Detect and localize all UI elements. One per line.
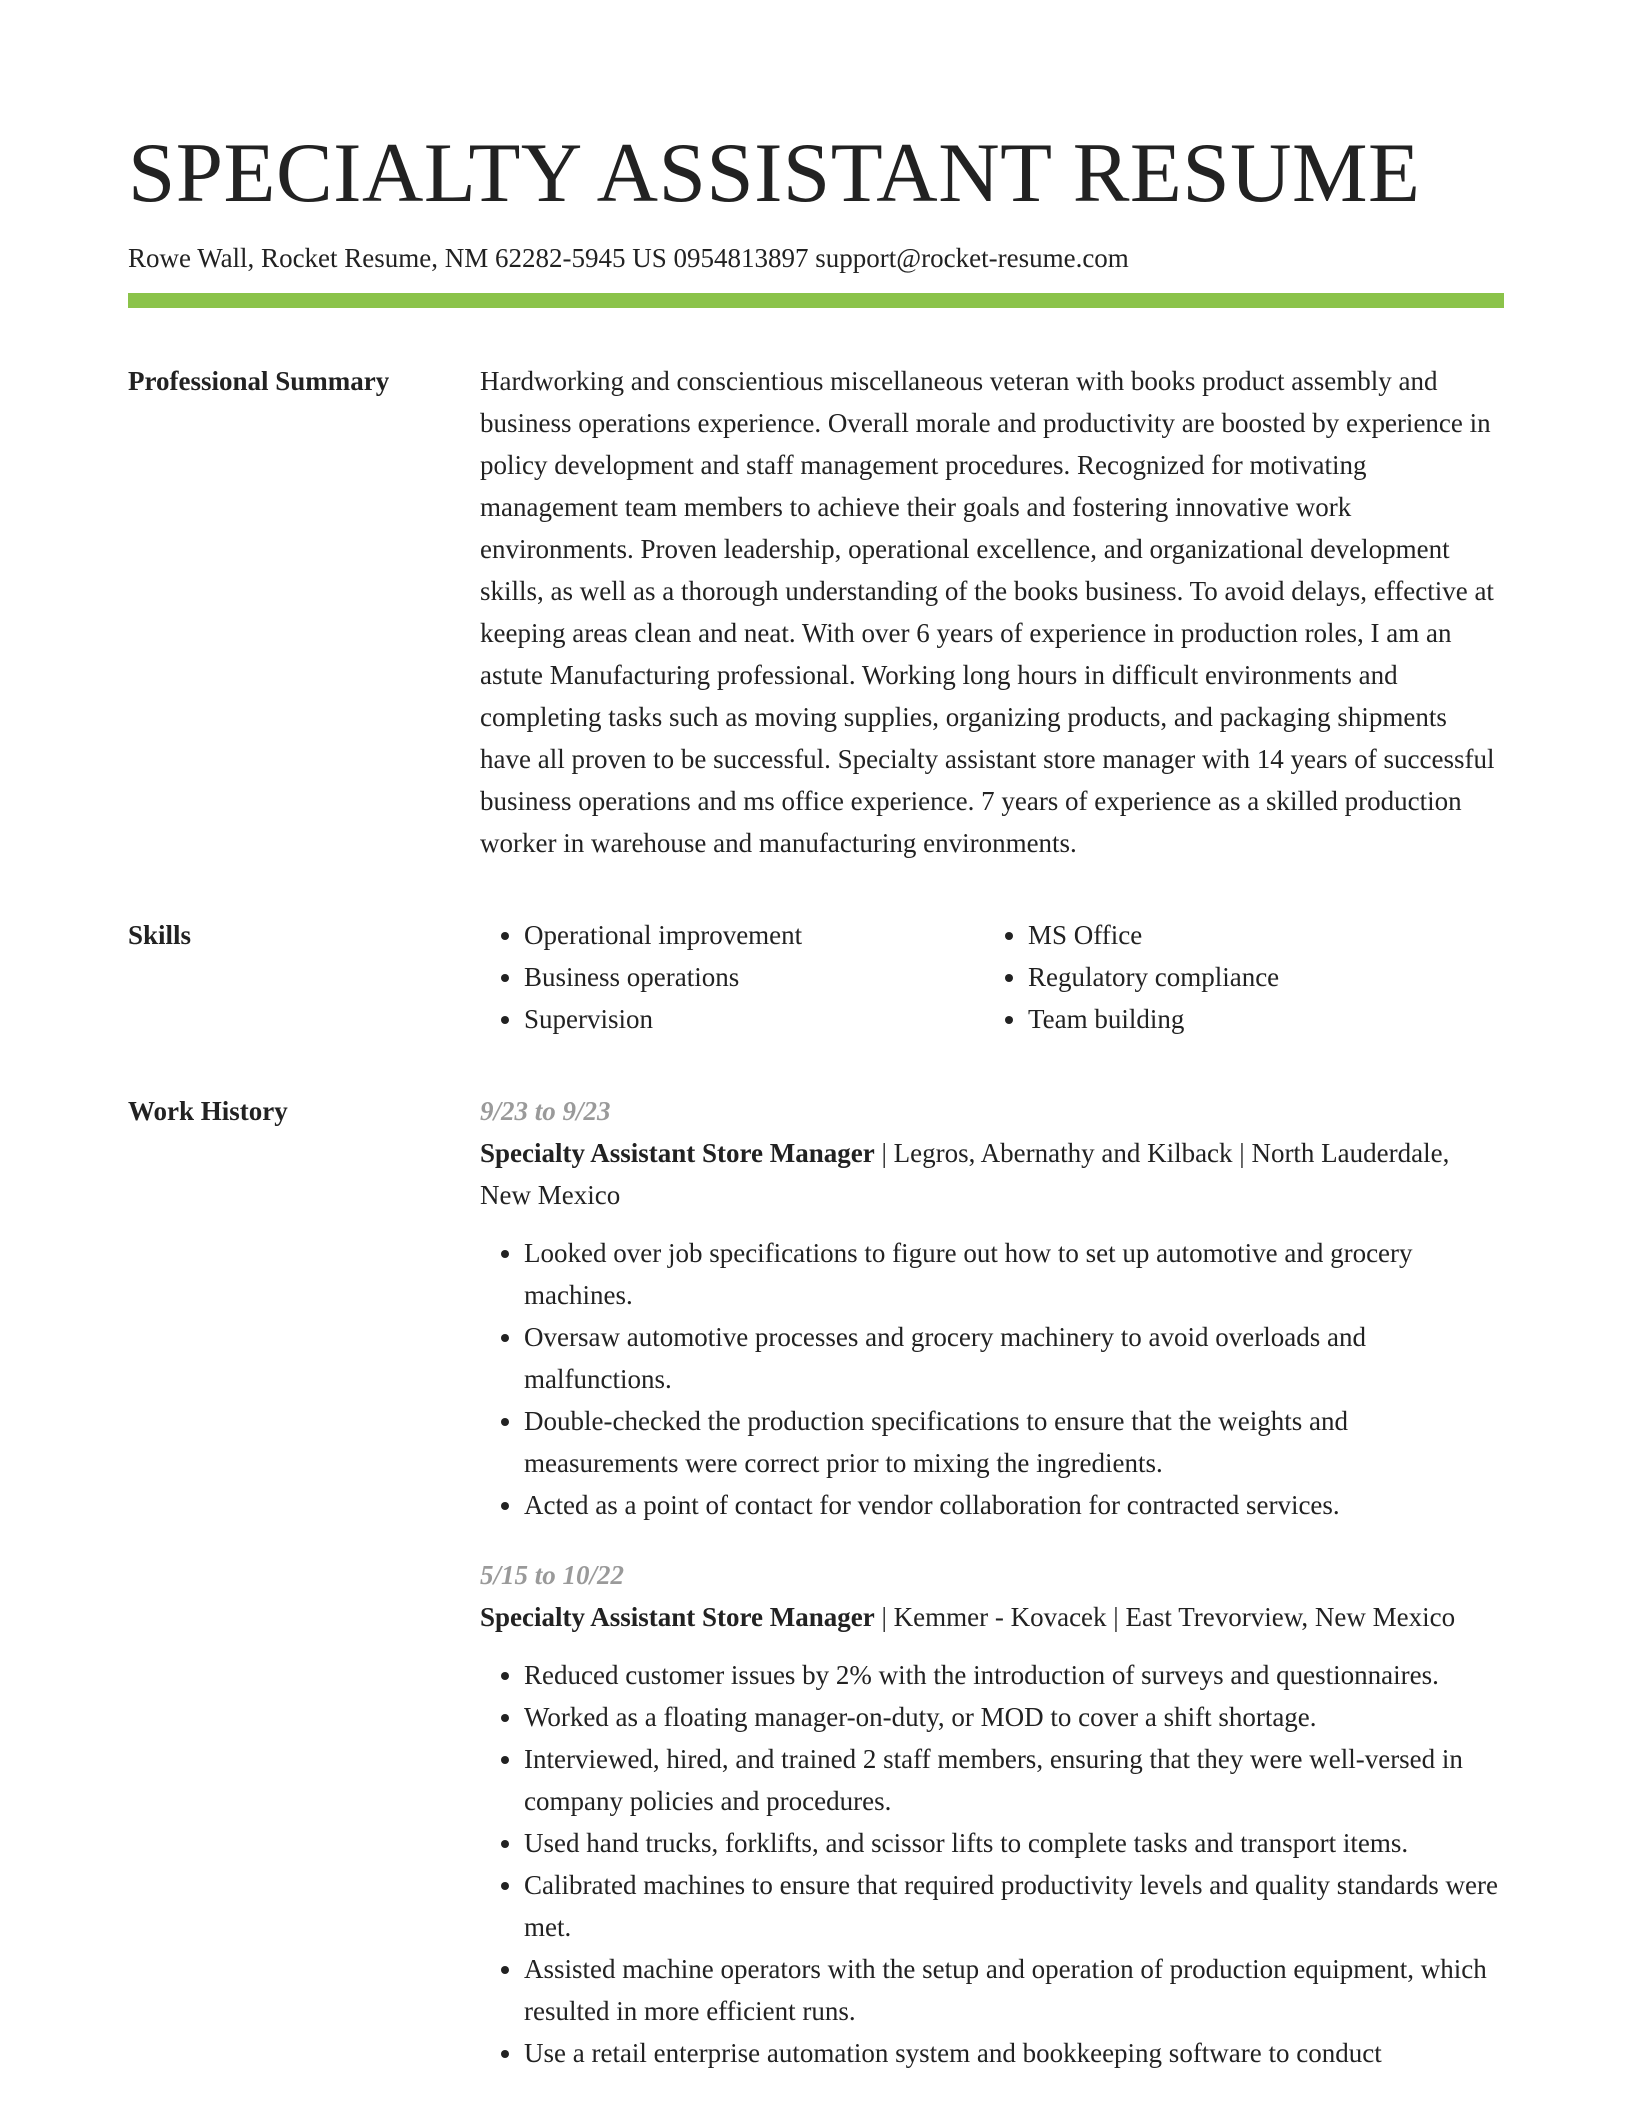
skill-item: • Supervision bbox=[524, 998, 984, 1040]
skills-section bbox=[128, 914, 1504, 1040]
skill-item: • Regulatory compliance bbox=[1028, 956, 1488, 998]
summary-section bbox=[128, 360, 1504, 864]
job-bullet: • Interviewed, hired, and trained 2 staff members, ensuring that they were well-versed in company policies and procedures. bbox=[524, 1738, 1504, 1822]
section-label-summary: Professional Summary bbox=[128, 366, 390, 396]
header-divider bbox=[128, 293, 1504, 308]
contact-line: Rowe Wall, Rocket Resume, NM 62282-5945 US 0954813897 support@rocket-resume.com bbox=[128, 243, 1129, 273]
skill-item: • Business operations bbox=[524, 956, 984, 998]
job-bullets bbox=[480, 1654, 1504, 2074]
job-title: Specialty Assistant Store Manager bbox=[480, 1602, 875, 1632]
job-bullet: • Use a retail enterprise automation system and bookkeeping software to conduct bbox=[524, 2032, 1504, 2074]
job-bullets bbox=[480, 1232, 1504, 1526]
job-bullet: • Assisted machine operators with the setup and operation of production equipment, which resulted in more efficient runs. bbox=[524, 1948, 1504, 2032]
section-label-skills: Skills bbox=[128, 920, 192, 950]
job-details: | Kemmer - Kovacek | East Trevorview, New Mexico bbox=[874, 1602, 1456, 1632]
job-heading bbox=[480, 1132, 1504, 1216]
skills-body bbox=[480, 914, 1504, 1040]
section-label-work-history: Work History bbox=[128, 1096, 288, 1126]
summary-text: Hardworking and conscientious miscellaneous veteran with books product assembly and business operations experience. Overall morale and productivity are boosted by experience in policy development and staff management procedures. Recognized for motivating management team members to achieve their goals and fostering innovative work environments. Proven leadership, operational excellence, and organizational development skills, as well as a thorough understanding of the books business. To avoid delays, effective at keeping areas clean and neat. With over 6 years of experience in production roles, I am an astute Manufacturing professional. Working long hours in difficult environments and completing tasks such as moving supplies, organizing products, and packaging shipments have all proven to be successful. Specialty assistant store manager with 14 years of successful business operations and ms office experience. 7 years of experience as a skilled production worker in warehouse and manufacturing environments. bbox=[480, 366, 1495, 858]
job-dates: 9/23 to 9/23 bbox=[480, 1096, 611, 1126]
job-bullet: • Used hand trucks, forklifts, and scissor lifts to complete tasks and transport items. bbox=[524, 1822, 1504, 1864]
skills-list-left bbox=[480, 914, 984, 1040]
summary-body bbox=[480, 360, 1504, 864]
skill-item: • Team building bbox=[1028, 998, 1488, 1040]
job-entry bbox=[480, 1554, 1504, 2074]
skills-list-right bbox=[984, 914, 1488, 1040]
job-bullet: • Looked over job specifications to figure out how to set up automotive and grocery machines. bbox=[524, 1232, 1504, 1316]
job-bullet: • Double-checked the production specifications to ensure that the weights and measurements were correct prior to mixing the ingredients. bbox=[524, 1400, 1504, 1484]
job-dates: 5/15 to 10/22 bbox=[480, 1560, 625, 1590]
job-bullet: • Calibrated machines to ensure that required productivity levels and quality standards were met. bbox=[524, 1864, 1504, 1948]
skill-item: • MS Office bbox=[1028, 914, 1488, 956]
page-title: SPECIALTY ASSISTANT RESUME bbox=[128, 126, 1421, 220]
job-bullet: • Oversaw automotive processes and grocery machinery to avoid overloads and malfunctions. bbox=[524, 1316, 1504, 1400]
job-bullet: • Reduced customer issues by 2% with the introduction of surveys and questionnaires. bbox=[524, 1654, 1504, 1696]
job-bullet: • Acted as a point of contact for vendor collaboration for contracted services. bbox=[524, 1484, 1504, 1526]
job-entry bbox=[480, 1090, 1504, 1526]
job-details: | Legros, Abernathy and Kilback | North Lauderdale, New Mexico bbox=[480, 1138, 1450, 1210]
work-history-body bbox=[480, 1090, 1504, 2102]
job-title: Specialty Assistant Store Manager bbox=[480, 1138, 875, 1168]
job-heading bbox=[480, 1596, 1504, 1638]
job-bullet: • Worked as a floating manager-on-duty, or MOD to cover a shift shortage. bbox=[524, 1696, 1504, 1738]
skill-item: • Operational improvement bbox=[524, 914, 984, 956]
work-history-section bbox=[128, 1090, 1504, 2102]
